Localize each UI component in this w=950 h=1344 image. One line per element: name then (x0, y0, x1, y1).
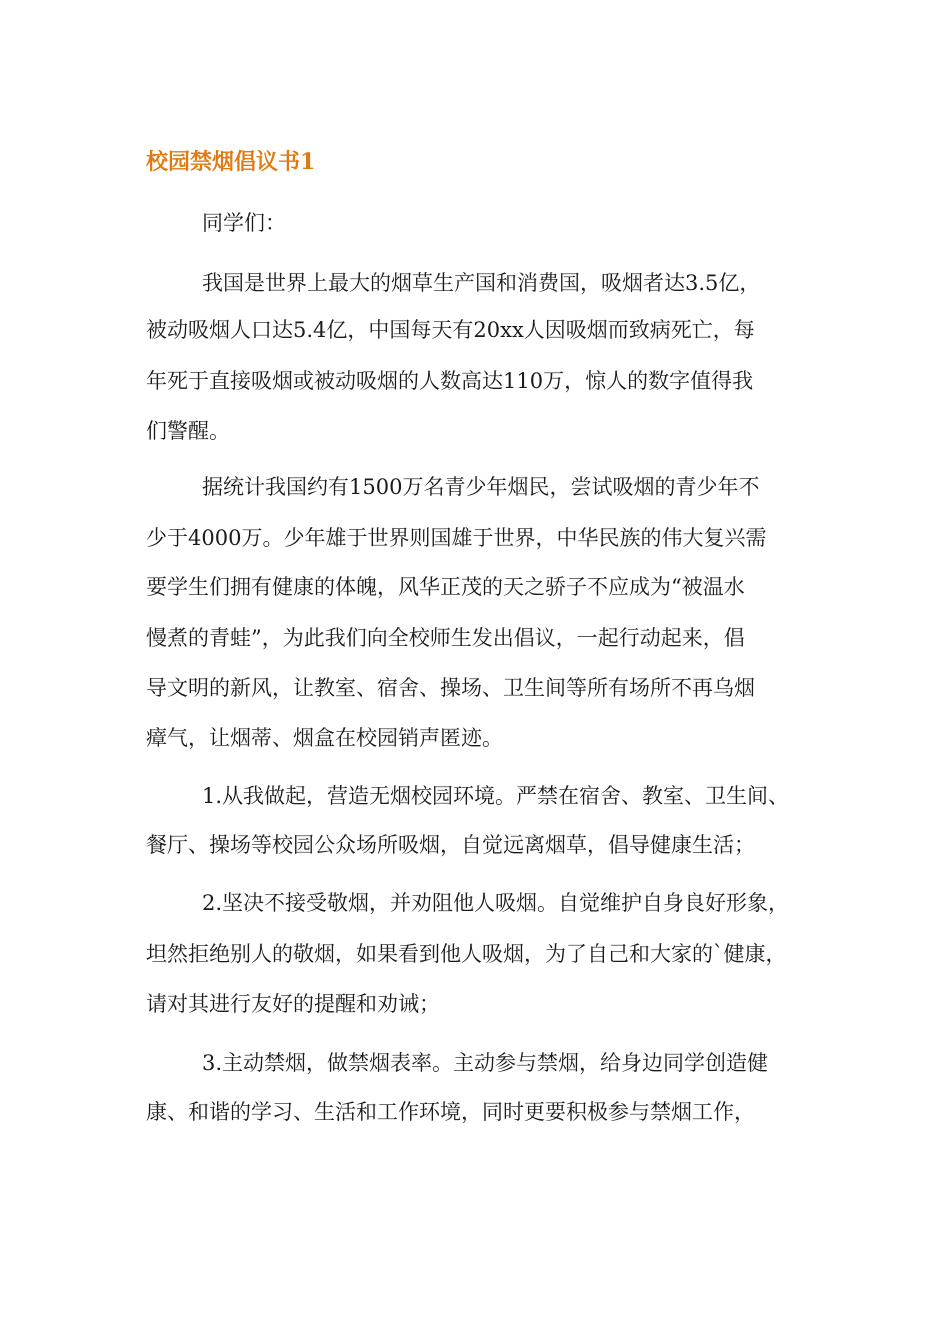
item-2-line-3: 请对其进行友好的提醒和劝诫； (146, 992, 440, 1016)
paragraph-2-line-3: 要学生们拥有健康的体魄，风华正茂的天之骄子不应成为“被温水 (146, 575, 745, 599)
item-2-line-2: 坦然拒绝别人的敬烟，如果看到他人吸烟，为了自己和大家的`健康， (146, 942, 787, 966)
paragraph-2-line-6: 瘴气，让烟蒂、烟盒在校园销声匿迹。 (146, 726, 503, 750)
item-3-line-1: 3.主动禁烟，做禁烟表率。主动参与禁烟，给身边同学创造健 (202, 1051, 769, 1075)
item-2-line-1: 2.坚决不接受敬烟，并劝阻他人吸烟。自觉维护自身良好形象， (202, 891, 790, 915)
paragraph-1-line-2: 被动吸烟人口达5.4亿，中国每天有20xx人因吸烟而致病死亡，每 (146, 318, 755, 342)
item-3-line-2: 康、和谐的学习、生活和工作环境，同时更要积极参与禁烟工作， (146, 1100, 755, 1124)
item-1-line-1: 1.从我做起，营造无烟校园环境。严禁在宿舍、教室、卫生间、 (202, 784, 790, 808)
paragraph-2-line-2: 少于4000万。少年雄于世界则国雄于世界，中华民族的伟大复兴需 (146, 526, 767, 550)
document-title: 校园禁烟倡议书1 (146, 149, 316, 175)
paragraph-1-line-1: 我国是世界上最大的烟草生产国和消费国，吸烟者达3.5亿， (202, 271, 761, 295)
item-1-line-2: 餐厅、操场等校园公众场所吸烟，自觉远离烟草，倡导健康生活； (146, 833, 755, 857)
paragraph-1-line-3: 年死于直接吸烟或被动吸烟的人数高达110万，惊人的数字值得我 (146, 369, 754, 393)
paragraph-1-line-4: 们警醒。 (146, 419, 230, 443)
greeting-line: 同学们： (202, 211, 286, 235)
paragraph-2-line-1: 据统计我国约有1500万名青少年烟民，尝试吸烟的青少年不 (202, 475, 760, 499)
paragraph-2-line-4: 慢煮的青蛙”，为此我们向全校师生发出倡议，一起行动起来，倡 (146, 626, 745, 650)
paragraph-2-line-5: 导文明的新风，让教室、宿舍、操场、卫生间等所有场所不再乌烟 (146, 676, 755, 700)
